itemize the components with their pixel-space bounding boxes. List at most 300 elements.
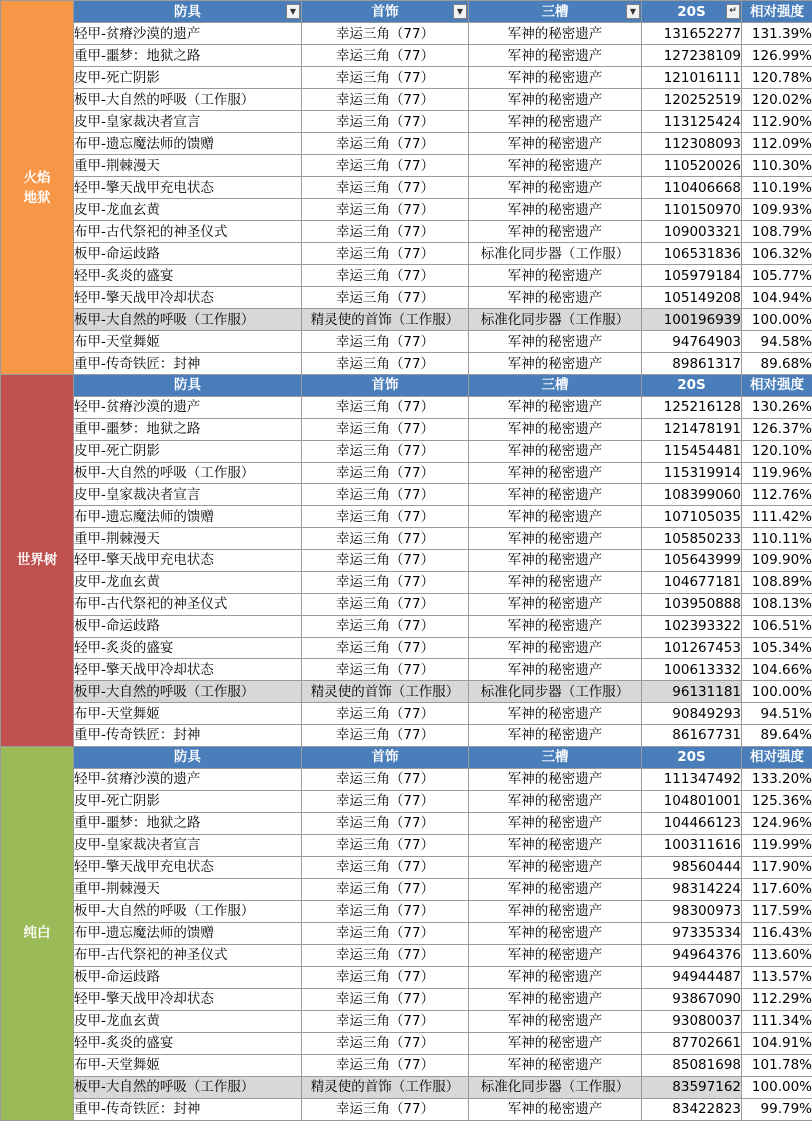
table-row[interactable]	[1, 89, 812, 111]
cell-slot[interactable]: 军神的秘密遗产	[469, 528, 642, 550]
cell-accessory[interactable]: 幸运三角（77）	[302, 637, 469, 659]
cell-slot[interactable]: 军神的秘密遗产	[469, 331, 642, 353]
cell-relative[interactable]: 126.99%	[742, 45, 812, 67]
cell-relative[interactable]: 131.39%	[742, 23, 812, 45]
cell-score[interactable]: 94964376	[642, 944, 742, 966]
cell-relative[interactable]: 104.94%	[742, 287, 812, 309]
cell-relative[interactable]: 106.32%	[742, 243, 812, 265]
cell-armor[interactable]: 重甲-噩梦：地狱之路	[74, 812, 302, 834]
dropdown-arrow-icon[interactable]: ▼	[286, 4, 300, 19]
cell-slot[interactable]: 军神的秘密遗产	[469, 725, 642, 747]
cell-slot[interactable]: 军神的秘密遗产	[469, 221, 642, 243]
dropdown-arrow-icon[interactable]: ▼	[626, 4, 640, 19]
cell-slot[interactable]: 军神的秘密遗产	[469, 834, 642, 856]
cell-accessory[interactable]: 幸运三角（77）	[302, 440, 469, 462]
cell-score[interactable]: 108399060	[642, 484, 742, 506]
cell-score[interactable]: 86167731	[642, 725, 742, 747]
cell-score[interactable]: 121478191	[642, 418, 742, 440]
cell-armor[interactable]: 重甲-荆棘漫天	[74, 155, 302, 177]
cell-slot[interactable]: 军神的秘密遗产	[469, 571, 642, 593]
cell-accessory[interactable]: 幸运三角（77）	[302, 265, 469, 287]
cell-relative[interactable]: 101.78%	[742, 1054, 812, 1076]
cell-armor[interactable]: 布甲-天堂舞姬	[74, 1054, 302, 1076]
cell-relative[interactable]: 111.42%	[742, 506, 812, 528]
table-row[interactable]	[1, 966, 812, 988]
table-row[interactable]	[1, 243, 812, 265]
cell-score[interactable]: 101267453	[642, 637, 742, 659]
cell-slot[interactable]: 军神的秘密遗产	[469, 418, 642, 440]
table-row[interactable]	[1, 353, 812, 375]
cell-accessory[interactable]: 幸运三角（77）	[302, 243, 469, 265]
column-header-accessory[interactable]	[302, 375, 469, 397]
cell-relative[interactable]: 110.19%	[742, 177, 812, 199]
cell-score[interactable]: 94764903	[642, 331, 742, 353]
cell-armor[interactable]: 板甲-大自然的呼吸（工作服）	[74, 1076, 302, 1098]
cell-accessory[interactable]: 幸运三角（77）	[302, 287, 469, 309]
cell-armor[interactable]: 皮甲-死亡阴影	[74, 790, 302, 812]
cell-relative[interactable]: 109.93%	[742, 199, 812, 221]
cell-score[interactable]: 111347492	[642, 768, 742, 790]
cell-relative[interactable]: 111.34%	[742, 1010, 812, 1032]
cell-slot[interactable]: 军神的秘密遗产	[469, 944, 642, 966]
cell-armor[interactable]: 重甲-荆棘漫天	[74, 878, 302, 900]
column-header-accessory[interactable]	[302, 1, 469, 23]
cell-accessory[interactable]: 幸运三角（77）	[302, 550, 469, 572]
cell-relative[interactable]: 89.64%	[742, 725, 812, 747]
cell-slot[interactable]: 军神的秘密遗产	[469, 659, 642, 681]
cell-slot[interactable]: 标准化同步器（工作服）	[469, 309, 642, 331]
table-row[interactable]	[1, 593, 812, 615]
cell-armor[interactable]: 布甲-天堂舞姬	[74, 703, 302, 725]
cell-relative[interactable]: 100.00%	[742, 681, 812, 703]
table-row[interactable]	[1, 615, 812, 637]
cell-slot[interactable]: 军神的秘密遗产	[469, 462, 642, 484]
cell-accessory[interactable]: 幸运三角（77）	[302, 506, 469, 528]
table-row[interactable]	[1, 199, 812, 221]
cell-armor[interactable]: 布甲-古代祭祀的神圣仪式	[74, 944, 302, 966]
cell-armor[interactable]: 板甲-命运歧路	[74, 243, 302, 265]
cell-armor[interactable]: 板甲-大自然的呼吸（工作服）	[74, 89, 302, 111]
cell-score[interactable]: 97335334	[642, 922, 742, 944]
table-row[interactable]	[1, 440, 812, 462]
cell-slot[interactable]: 军神的秘密遗产	[469, 111, 642, 133]
column-header-armor[interactable]	[74, 746, 302, 768]
cell-armor[interactable]: 轻甲-擎天战甲充电状态	[74, 856, 302, 878]
cell-slot[interactable]: 军神的秘密遗产	[469, 593, 642, 615]
cell-slot[interactable]: 军神的秘密遗产	[469, 67, 642, 89]
cell-slot[interactable]: 军神的秘密遗产	[469, 703, 642, 725]
column-header-slot[interactable]	[469, 1, 642, 23]
table-row[interactable]	[1, 725, 812, 747]
cell-score[interactable]: 98300973	[642, 900, 742, 922]
cell-slot[interactable]: 军神的秘密遗产	[469, 353, 642, 375]
table-row[interactable]	[1, 462, 812, 484]
column-header-armor[interactable]	[74, 1, 302, 23]
cell-score[interactable]: 109003321	[642, 221, 742, 243]
cell-armor[interactable]: 布甲-遗忘魔法师的馈赠	[74, 133, 302, 155]
cell-accessory[interactable]: 幸运三角（77）	[302, 812, 469, 834]
cell-armor[interactable]: 轻甲-炙炎的盛宴	[74, 1032, 302, 1054]
cell-slot[interactable]: 军神的秘密遗产	[469, 550, 642, 572]
table-row[interactable]	[1, 506, 812, 528]
cell-relative[interactable]: 130.26%	[742, 396, 812, 418]
cell-relative[interactable]: 104.66%	[742, 659, 812, 681]
cell-armor[interactable]: 皮甲-皇家裁决者宣言	[74, 834, 302, 856]
cell-slot[interactable]: 军神的秘密遗产	[469, 1032, 642, 1054]
cell-accessory[interactable]: 幸运三角（77）	[302, 900, 469, 922]
table-row[interactable]	[1, 944, 812, 966]
cell-slot[interactable]: 军神的秘密遗产	[469, 133, 642, 155]
dropdown-arrow-icon[interactable]: ▼	[453, 4, 467, 19]
cell-relative[interactable]: 125.36%	[742, 790, 812, 812]
cell-armor[interactable]: 重甲-传奇铁匠：封神	[74, 725, 302, 747]
cell-armor[interactable]: 板甲-大自然的呼吸（工作服）	[74, 462, 302, 484]
cell-armor[interactable]: 轻甲-贫瘠沙漠的遗产	[74, 396, 302, 418]
cell-score[interactable]: 113125424	[642, 111, 742, 133]
cell-relative[interactable]: 119.99%	[742, 834, 812, 856]
cell-relative[interactable]: 112.09%	[742, 133, 812, 155]
cell-relative[interactable]: 112.90%	[742, 111, 812, 133]
cell-accessory[interactable]: 幸运三角（77）	[302, 768, 469, 790]
cell-accessory[interactable]: 幸运三角（77）	[302, 155, 469, 177]
cell-score[interactable]: 105643999	[642, 550, 742, 572]
table-row-baseline[interactable]	[1, 681, 812, 703]
table-row[interactable]	[1, 111, 812, 133]
cell-score[interactable]: 104466123	[642, 812, 742, 834]
cell-accessory[interactable]: 幸运三角（77）	[302, 199, 469, 221]
cell-relative[interactable]: 120.02%	[742, 89, 812, 111]
cell-slot[interactable]: 军神的秘密遗产	[469, 637, 642, 659]
cell-armor[interactable]: 皮甲-龙血玄黄	[74, 199, 302, 221]
cell-slot[interactable]: 军神的秘密遗产	[469, 45, 642, 67]
cell-relative[interactable]: 112.29%	[742, 988, 812, 1010]
cell-slot[interactable]: 军神的秘密遗产	[469, 265, 642, 287]
cell-accessory[interactable]: 幸运三角（77）	[302, 177, 469, 199]
cell-armor[interactable]: 皮甲-皇家裁决者宣言	[74, 111, 302, 133]
table-row[interactable]	[1, 331, 812, 353]
sort-descending-icon[interactable]: ↵	[726, 4, 740, 19]
cell-slot[interactable]: 军神的秘密遗产	[469, 1010, 642, 1032]
cell-score[interactable]: 106531836	[642, 243, 742, 265]
cell-armor[interactable]: 轻甲-贫瘠沙漠的遗产	[74, 768, 302, 790]
cell-accessory[interactable]: 幸运三角（77）	[302, 878, 469, 900]
cell-armor[interactable]: 轻甲-炙炎的盛宴	[74, 265, 302, 287]
cell-relative[interactable]: 100.00%	[742, 309, 812, 331]
cell-score[interactable]: 112308093	[642, 133, 742, 155]
cell-score[interactable]: 104677181	[642, 571, 742, 593]
cell-score[interactable]: 93867090	[642, 988, 742, 1010]
cell-armor[interactable]: 皮甲-龙血玄黄	[74, 1010, 302, 1032]
cell-accessory[interactable]: 幸运三角（77）	[302, 23, 469, 45]
table-row[interactable]	[1, 155, 812, 177]
cell-slot[interactable]: 军神的秘密遗产	[469, 812, 642, 834]
cell-armor[interactable]: 皮甲-龙血玄黄	[74, 571, 302, 593]
cell-armor[interactable]: 重甲-噩梦：地狱之路	[74, 45, 302, 67]
cell-relative[interactable]: 112.76%	[742, 484, 812, 506]
table-row[interactable]	[1, 1054, 812, 1076]
table-row[interactable]	[1, 287, 812, 309]
cell-relative[interactable]: 119.96%	[742, 462, 812, 484]
cell-relative[interactable]: 108.79%	[742, 221, 812, 243]
cell-relative[interactable]: 108.89%	[742, 571, 812, 593]
cell-relative[interactable]: 124.96%	[742, 812, 812, 834]
cell-relative[interactable]: 116.43%	[742, 922, 812, 944]
cell-score[interactable]: 103950888	[642, 593, 742, 615]
cell-slot[interactable]: 军神的秘密遗产	[469, 988, 642, 1010]
cell-relative[interactable]: 106.51%	[742, 615, 812, 637]
cell-accessory[interactable]: 幸运三角（77）	[302, 790, 469, 812]
cell-accessory[interactable]: 幸运三角（77）	[302, 615, 469, 637]
cell-slot[interactable]: 军神的秘密遗产	[469, 900, 642, 922]
cell-armor[interactable]: 布甲-古代祭祀的神圣仪式	[74, 221, 302, 243]
cell-relative[interactable]: 126.37%	[742, 418, 812, 440]
cell-score[interactable]: 104801001	[642, 790, 742, 812]
cell-accessory[interactable]: 幸运三角（77）	[302, 944, 469, 966]
cell-slot[interactable]: 标准化同步器（工作服）	[469, 243, 642, 265]
cell-relative[interactable]: 110.30%	[742, 155, 812, 177]
cell-accessory[interactable]: 幸运三角（77）	[302, 484, 469, 506]
table-row[interactable]	[1, 900, 812, 922]
table-row[interactable]	[1, 571, 812, 593]
cell-accessory[interactable]: 幸运三角（77）	[302, 988, 469, 1010]
cell-relative[interactable]: 117.90%	[742, 856, 812, 878]
cell-accessory[interactable]: 幸运三角（77）	[302, 834, 469, 856]
cell-slot[interactable]: 军神的秘密遗产	[469, 23, 642, 45]
cell-score[interactable]: 125216128	[642, 396, 742, 418]
cell-slot[interactable]: 军神的秘密遗产	[469, 177, 642, 199]
cell-score[interactable]: 85081698	[642, 1054, 742, 1076]
cell-relative[interactable]: 113.57%	[742, 966, 812, 988]
cell-accessory[interactable]: 幸运三角（77）	[302, 89, 469, 111]
cell-accessory[interactable]: 幸运三角（77）	[302, 659, 469, 681]
cell-armor[interactable]: 轻甲-擎天战甲冷却状态	[74, 659, 302, 681]
table-row[interactable]	[1, 484, 812, 506]
cell-armor[interactable]: 皮甲-死亡阴影	[74, 67, 302, 89]
column-header-score[interactable]	[642, 375, 742, 397]
cell-slot[interactable]: 军神的秘密遗产	[469, 1054, 642, 1076]
cell-relative[interactable]: 89.68%	[742, 353, 812, 375]
table-row[interactable]	[1, 790, 812, 812]
cell-score[interactable]: 94944487	[642, 966, 742, 988]
column-header-slot[interactable]	[469, 746, 642, 768]
cell-accessory[interactable]: 幸运三角（77）	[302, 922, 469, 944]
cell-relative[interactable]: 117.59%	[742, 900, 812, 922]
cell-armor[interactable]: 重甲-传奇铁匠：封神	[74, 353, 302, 375]
cell-accessory[interactable]: 幸运三角（77）	[302, 1032, 469, 1054]
table-row[interactable]	[1, 1098, 812, 1120]
cell-score[interactable]: 100311616	[642, 834, 742, 856]
cell-slot[interactable]: 军神的秘密遗产	[469, 922, 642, 944]
cell-slot[interactable]: 军神的秘密遗产	[469, 396, 642, 418]
cell-relative[interactable]: 94.51%	[742, 703, 812, 725]
cell-slot[interactable]: 军神的秘密遗产	[469, 856, 642, 878]
cell-accessory[interactable]: 幸运三角（77）	[302, 1098, 469, 1120]
table-row-baseline[interactable]	[1, 1076, 812, 1098]
cell-accessory[interactable]: 幸运三角（77）	[302, 856, 469, 878]
cell-slot[interactable]: 军神的秘密遗产	[469, 155, 642, 177]
table-row[interactable]	[1, 23, 812, 45]
cell-score[interactable]: 100613332	[642, 659, 742, 681]
cell-score[interactable]: 93080037	[642, 1010, 742, 1032]
cell-score[interactable]: 105979184	[642, 265, 742, 287]
cell-accessory[interactable]: 幸运三角（77）	[302, 593, 469, 615]
column-header-score[interactable]	[642, 1, 742, 23]
column-header-relative[interactable]	[742, 375, 812, 397]
column-header-armor[interactable]	[74, 375, 302, 397]
cell-accessory[interactable]: 幸运三角（77）	[302, 571, 469, 593]
cell-score[interactable]: 98560444	[642, 856, 742, 878]
cell-armor[interactable]: 板甲-大自然的呼吸（工作服）	[74, 900, 302, 922]
cell-armor[interactable]: 轻甲-贫瘠沙漠的遗产	[74, 23, 302, 45]
column-header-slot[interactable]	[469, 375, 642, 397]
cell-relative[interactable]: 105.77%	[742, 265, 812, 287]
cell-accessory[interactable]: 幸运三角（77）	[302, 418, 469, 440]
cell-slot[interactable]: 军神的秘密遗产	[469, 768, 642, 790]
cell-slot[interactable]: 军神的秘密遗产	[469, 615, 642, 637]
cell-slot[interactable]: 军神的秘密遗产	[469, 89, 642, 111]
cell-slot[interactable]: 军神的秘密遗产	[469, 1098, 642, 1120]
cell-score[interactable]: 105149208	[642, 287, 742, 309]
cell-relative[interactable]: 100.00%	[742, 1076, 812, 1098]
cell-score[interactable]: 83597162	[642, 1076, 742, 1098]
cell-accessory[interactable]: 精灵使的首饰（工作服）	[302, 681, 469, 703]
cell-relative[interactable]: 120.78%	[742, 67, 812, 89]
cell-accessory[interactable]: 幸运三角（77）	[302, 133, 469, 155]
column-header-relative[interactable]	[742, 1, 812, 23]
column-header-score[interactable]	[642, 746, 742, 768]
cell-armor[interactable]: 轻甲-擎天战甲冷却状态	[74, 287, 302, 309]
cell-slot[interactable]: 军神的秘密遗产	[469, 790, 642, 812]
cell-slot[interactable]: 军神的秘密遗产	[469, 440, 642, 462]
cell-slot[interactable]: 标准化同步器（工作服）	[469, 1076, 642, 1098]
table-row[interactable]	[1, 221, 812, 243]
table-row[interactable]	[1, 703, 812, 725]
cell-armor[interactable]: 重甲-传奇铁匠：封神	[74, 1098, 302, 1120]
cell-armor[interactable]: 重甲-荆棘漫天	[74, 528, 302, 550]
cell-armor[interactable]: 轻甲-擎天战甲充电状态	[74, 550, 302, 572]
cell-armor[interactable]: 重甲-噩梦：地狱之路	[74, 418, 302, 440]
cell-score[interactable]: 115454481	[642, 440, 742, 462]
cell-slot[interactable]: 军神的秘密遗产	[469, 287, 642, 309]
cell-score[interactable]: 110520026	[642, 155, 742, 177]
cell-score[interactable]: 83422823	[642, 1098, 742, 1120]
cell-slot[interactable]: 军神的秘密遗产	[469, 878, 642, 900]
cell-score[interactable]: 90849293	[642, 703, 742, 725]
cell-armor[interactable]: 皮甲-皇家裁决者宣言	[74, 484, 302, 506]
cell-score[interactable]: 115319914	[642, 462, 742, 484]
cell-accessory[interactable]: 幸运三角（77）	[302, 528, 469, 550]
cell-accessory[interactable]: 精灵使的首饰（工作服）	[302, 309, 469, 331]
cell-accessory[interactable]: 幸运三角（77）	[302, 353, 469, 375]
cell-relative[interactable]: 120.10%	[742, 440, 812, 462]
cell-armor[interactable]: 轻甲-炙炎的盛宴	[74, 637, 302, 659]
cell-armor[interactable]: 布甲-古代祭祀的神圣仪式	[74, 593, 302, 615]
cell-score[interactable]: 107105035	[642, 506, 742, 528]
cell-slot[interactable]: 军神的秘密遗产	[469, 506, 642, 528]
cell-relative[interactable]: 108.13%	[742, 593, 812, 615]
cell-relative[interactable]: 99.79%	[742, 1098, 812, 1120]
table-row[interactable]	[1, 550, 812, 572]
cell-score[interactable]: 102393322	[642, 615, 742, 637]
table-row[interactable]	[1, 67, 812, 89]
cell-accessory[interactable]: 幸运三角（77）	[302, 111, 469, 133]
cell-accessory[interactable]: 幸运三角（77）	[302, 966, 469, 988]
cell-accessory[interactable]: 幸运三角（77）	[302, 45, 469, 67]
cell-accessory[interactable]: 幸运三角（77）	[302, 703, 469, 725]
table-row[interactable]	[1, 177, 812, 199]
cell-armor[interactable]: 布甲-天堂舞姬	[74, 331, 302, 353]
table-row-baseline[interactable]	[1, 309, 812, 331]
cell-accessory[interactable]: 幸运三角（77）	[302, 1010, 469, 1032]
cell-score[interactable]: 121016111	[642, 67, 742, 89]
table-row[interactable]	[1, 396, 812, 418]
cell-armor[interactable]: 板甲-大自然的呼吸（工作服）	[74, 309, 302, 331]
cell-armor[interactable]: 板甲-命运歧路	[74, 966, 302, 988]
cell-accessory[interactable]: 幸运三角（77）	[302, 1054, 469, 1076]
cell-slot[interactable]: 标准化同步器（工作服）	[469, 681, 642, 703]
table-row[interactable]	[1, 878, 812, 900]
cell-accessory[interactable]: 幸运三角（77）	[302, 725, 469, 747]
cell-score[interactable]: 96131181	[642, 681, 742, 703]
cell-score[interactable]: 110406668	[642, 177, 742, 199]
cell-score[interactable]: 110150970	[642, 199, 742, 221]
table-row[interactable]	[1, 637, 812, 659]
table-row[interactable]	[1, 812, 812, 834]
cell-score[interactable]: 87702661	[642, 1032, 742, 1054]
table-row[interactable]	[1, 418, 812, 440]
table-row[interactable]	[1, 45, 812, 67]
cell-armor[interactable]: 皮甲-死亡阴影	[74, 440, 302, 462]
cell-relative[interactable]: 105.34%	[742, 637, 812, 659]
table-row[interactable]	[1, 856, 812, 878]
cell-accessory[interactable]: 精灵使的首饰（工作服）	[302, 1076, 469, 1098]
cell-score[interactable]: 105850233	[642, 528, 742, 550]
cell-relative[interactable]: 117.60%	[742, 878, 812, 900]
cell-slot[interactable]: 军神的秘密遗产	[469, 966, 642, 988]
table-row[interactable]	[1, 988, 812, 1010]
table-row[interactable]	[1, 768, 812, 790]
cell-armor[interactable]: 板甲-命运歧路	[74, 615, 302, 637]
cell-armor[interactable]: 板甲-大自然的呼吸（工作服）	[74, 681, 302, 703]
cell-relative[interactable]: 109.90%	[742, 550, 812, 572]
cell-accessory[interactable]: 幸运三角（77）	[302, 331, 469, 353]
cell-score[interactable]: 100196939	[642, 309, 742, 331]
cell-score[interactable]: 98314224	[642, 878, 742, 900]
column-header-accessory[interactable]	[302, 746, 469, 768]
cell-score[interactable]: 89861317	[642, 353, 742, 375]
column-header-relative[interactable]	[742, 746, 812, 768]
cell-accessory[interactable]: 幸运三角（77）	[302, 396, 469, 418]
cell-relative[interactable]: 113.60%	[742, 944, 812, 966]
cell-accessory[interactable]: 幸运三角（77）	[302, 221, 469, 243]
cell-relative[interactable]: 94.58%	[742, 331, 812, 353]
table-row[interactable]	[1, 659, 812, 681]
cell-accessory[interactable]: 幸运三角（77）	[302, 462, 469, 484]
cell-armor[interactable]: 轻甲-擎天战甲充电状态	[74, 177, 302, 199]
cell-armor[interactable]: 布甲-遗忘魔法师的馈赠	[74, 506, 302, 528]
cell-relative[interactable]: 133.20%	[742, 768, 812, 790]
table-row[interactable]	[1, 1010, 812, 1032]
cell-relative[interactable]: 104.91%	[742, 1032, 812, 1054]
cell-score[interactable]: 131652277	[642, 23, 742, 45]
table-row[interactable]	[1, 265, 812, 287]
table-row[interactable]	[1, 834, 812, 856]
cell-armor[interactable]: 轻甲-擎天战甲冷却状态	[74, 988, 302, 1010]
table-row[interactable]	[1, 133, 812, 155]
cell-slot[interactable]: 军神的秘密遗产	[469, 199, 642, 221]
cell-armor[interactable]: 布甲-遗忘魔法师的馈赠	[74, 922, 302, 944]
cell-slot[interactable]: 军神的秘密遗产	[469, 484, 642, 506]
